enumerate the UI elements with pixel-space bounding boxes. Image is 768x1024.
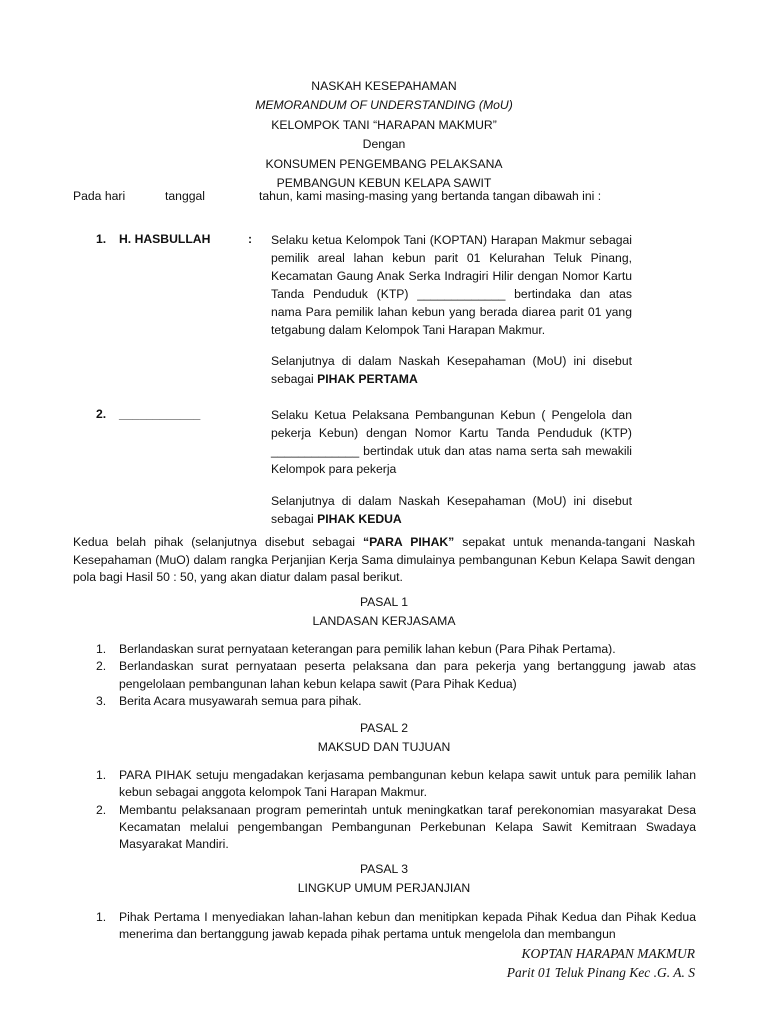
intro-rest: tahun, kami masing-masing yang bertanda tangan dibawah ini : [259, 189, 602, 203]
designation-text: Selanjutnya di dalam Naskah Kesepahaman (MoU) ini disebut sebagai [271, 354, 632, 387]
header-with: Dengan [362, 137, 406, 152]
list-item [96, 802, 696, 854]
document-header [0, 77, 768, 193]
designation-role: PIHAK KEDUA [317, 511, 402, 526]
pasal-3-heading [0, 860, 768, 899]
header-group-name: KELOMPOK TANI “HARAPAN MAKMUR” [271, 117, 497, 132]
party-designation [271, 493, 632, 529]
pasal-2-list [96, 767, 696, 853]
item-text: Berlandaskan surat pernyataan peserta pelaksana dan para pekerja yang bertanggung jawab atas pengelolaan pembangunan lahan kebun kelapa sawit (Para Pihak Kedua) [119, 659, 696, 691]
pasal-2-heading [0, 719, 768, 758]
item-text: PARA PIHAK setuju mengadakan kerjasama pembangunan kebun kelapa sawit untuk para pemilik lahan kebun sebagai anggota kelompok Tani Harapan Makmur. [119, 768, 696, 800]
pasal-3-list [96, 909, 696, 944]
pasal-subtitle: LINGKUP UMUM PERJANJIAN [297, 881, 471, 896]
pasal-title: PASAL 1 [359, 595, 409, 609]
pasal-subtitle: LANDASAN KERJASAMA [312, 614, 456, 629]
item-text: Berita Acara musyawarah semua para pihak. [119, 693, 362, 708]
party-name: ____________ [119, 407, 201, 421]
item-number: 2. [96, 802, 107, 817]
pasal-1-list [96, 641, 696, 710]
item-text: Membantu pelaksanaan program pemerintah untuk meningkatkan taraf perekonomian masyarakat Desa Kecamatan melalui pengembangan Pembangunan Perkebunan Kelapa Sawit Kemitraan Swadaya Masyarakat Mandiri. [119, 802, 696, 852]
intro-date: tanggal [165, 189, 205, 203]
party-description: Selaku Ketua Pelaksana Pembangunan Kebun ( Pengelola dan pekerja Kebun) dengan Nomor Kartu Tanda Penduduk (KTP) _____________ bertindak utuk dan atas nama serta sah mewakili Kelompok para pekerja [271, 408, 632, 476]
item-text: Pihak Pertama I menyediakan lahan-lahan kebun dan menitipkan kepada Pihak Kedua dan Pihak Kedua menerima dan bertanggung jawab kepada pihak pertama untuk mengelola dan membangun [119, 910, 696, 942]
footer-address: Parit 01 Teluk Pinang Kec .G. A. S [506, 965, 695, 980]
item-number: 1. [96, 642, 107, 656]
kedua-bold: “PARA PIHAK” [362, 535, 455, 549]
kedua-pre: Kedua belah pihak (selanjutnya disebut sebagai [73, 535, 363, 549]
designation-role: PIHAK PERTAMA [317, 372, 418, 387]
pasal-subtitle: MAKSUD DAN TUJUAN [317, 740, 451, 755]
header-title: NASKAH KESEPAHAMAN [311, 79, 457, 93]
item-number: 2. [96, 659, 107, 674]
party-colon: : [248, 232, 253, 246]
pasal-1-heading [0, 593, 768, 632]
party-name: H. HASBULLAH [119, 232, 211, 246]
header-consumer: KONSUMEN PENGEMBANG PELAKSANA [265, 156, 503, 171]
list-item [96, 767, 696, 802]
footer-org: KOPTAN HARAPAN MAKMUR [521, 946, 695, 961]
list-item [96, 909, 696, 944]
list-item [96, 641, 696, 658]
party-number: 1. [96, 232, 107, 246]
kedua-paragraph [73, 534, 695, 587]
designation-text: Selanjutnya di dalam Naskah Kesepahaman (MoU) ini disebut sebagai [271, 493, 632, 526]
item-text: Berlandaskan surat pernyataan keterangan para pemilik lahan kebun (Para Pihak Pertama). [119, 642, 616, 656]
kedua-post: sepakat untuk menanda-tangani Naskah Kesepahaman (MuO) dalam rangka Perjanjian Kerja Sama dimulainya pembangunan Kebun Kelapa Sawit dengan pola bagi Hasil 50 : 50, yang akan diatur dalam pasal berikut. [73, 535, 695, 585]
party-description: Selaku ketua Kelompok Tani (KOPTAN) Harapan Makmur sebagai pemilik areal lahan kebun parit 01 Kelurahan Teluk Pinang, Kecamatan Gaung Anak Serka Indragiri Hilir dengan Nomor Kartu Tanda Penduduk (KTP) _____________ bertindaka dan atas nama Para pemilik lahan kebun yang berada diarea parit 01 yang tetgabung dalam Kelompok Tani Harapan Makmur. [271, 233, 632, 337]
header-subtitle: MEMORANDUM OF UNDERSTANDING (MoU) [255, 98, 513, 113]
list-item [96, 693, 696, 710]
party-designation [271, 353, 632, 389]
item-number: 3. [96, 693, 107, 708]
pasal-title: PASAL 2 [359, 721, 409, 735]
item-number: 1. [96, 910, 107, 924]
list-item [96, 658, 696, 693]
party-body [271, 232, 632, 389]
party-body [271, 407, 632, 528]
item-number: 1. [96, 768, 107, 782]
header-builder: PEMBANGUN KEBUN KELAPA SAWIT [276, 176, 492, 191]
party-number: 2. [96, 407, 107, 421]
intro-day: Pada hari [73, 189, 126, 203]
pasal-title: PASAL 3 [359, 862, 409, 876]
page-footer [507, 944, 695, 982]
